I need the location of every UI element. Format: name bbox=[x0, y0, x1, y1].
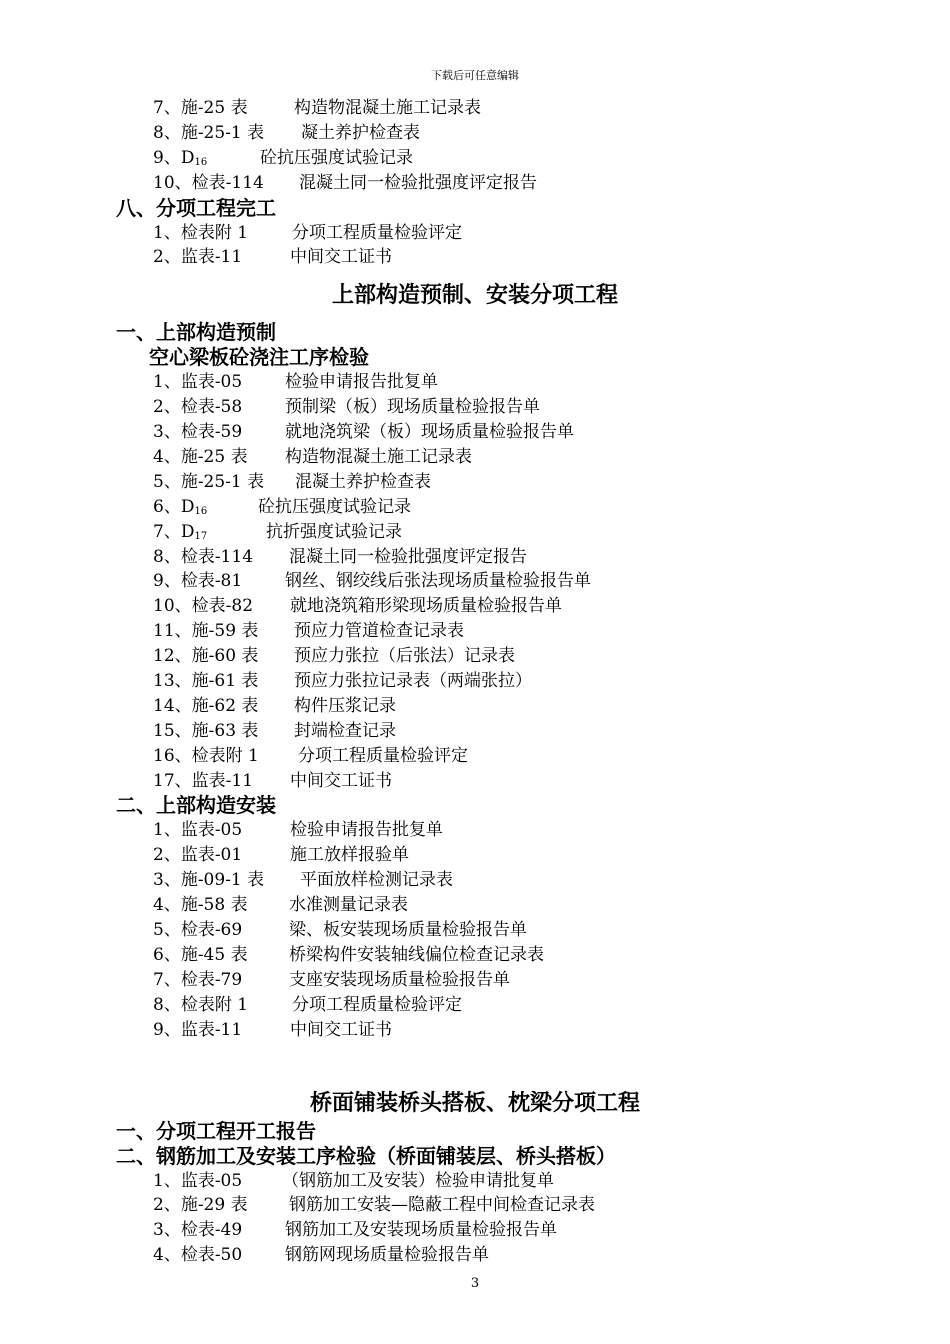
item-code: 1、检表附 1 bbox=[153, 222, 249, 243]
list-item bbox=[0, 221, 950, 246]
list-item bbox=[0, 644, 950, 669]
item-code: 13、施-61 表 bbox=[153, 671, 259, 692]
item-code: 1、监表-05 bbox=[153, 1170, 243, 1191]
list-item bbox=[0, 993, 950, 1018]
item-code: 14、施-62 表 bbox=[153, 695, 259, 716]
list-item bbox=[0, 818, 950, 843]
section-heading: 一、上部构造预制 bbox=[116, 320, 276, 345]
part-title: 桥面铺装桥头搭板、枕梁分项工程 bbox=[309, 1090, 640, 1116]
list-item bbox=[0, 121, 950, 146]
item-code: 4、施-58 表 bbox=[153, 895, 248, 916]
item-code: 2、监表-11 bbox=[153, 247, 243, 268]
item-code-prefix: 6、D bbox=[153, 496, 195, 517]
item-title: 分项工程质量检验评定 bbox=[298, 745, 468, 766]
list-item bbox=[0, 445, 950, 470]
item-code: 2、监表-01 bbox=[153, 845, 243, 866]
item-code bbox=[153, 495, 207, 520]
list-item bbox=[0, 495, 950, 520]
list-item bbox=[0, 370, 950, 395]
list-item bbox=[0, 843, 950, 868]
section-heading: 八、分项工程完工 bbox=[116, 195, 276, 220]
list-item bbox=[0, 968, 950, 993]
list-item bbox=[0, 395, 950, 420]
list-item bbox=[0, 96, 950, 121]
item-code: 10、检表-82 bbox=[153, 596, 254, 617]
item-code: 4、检表-50 bbox=[153, 1245, 243, 1266]
item-title: 平面放样检测记录表 bbox=[300, 870, 453, 891]
item-code: 16、检表附 1 bbox=[153, 745, 259, 766]
item-code bbox=[153, 146, 207, 171]
item-title: 就地浇筑箱形梁现场质量检验报告单 bbox=[290, 596, 562, 617]
page-number: 3 bbox=[470, 1276, 480, 1291]
item-title: 预应力管道检查记录表 bbox=[294, 621, 464, 642]
item-title: 中间交工证书 bbox=[290, 1019, 392, 1040]
item-title: 抗折强度试验记录 bbox=[266, 521, 402, 542]
item-title: 检验申请报告批复单 bbox=[285, 372, 438, 393]
list-item bbox=[0, 420, 950, 445]
subsection-heading: 空心梁板砼浇注工序检验 bbox=[149, 345, 369, 370]
item-code: 9、监表-11 bbox=[153, 1019, 243, 1040]
list-item bbox=[0, 1218, 950, 1243]
item-title: 构件压浆记录 bbox=[294, 695, 396, 716]
item-code: 1、监表-05 bbox=[153, 820, 243, 841]
list-item bbox=[0, 146, 950, 171]
list-item bbox=[0, 520, 950, 545]
item-title: 构造物混凝土施工记录表 bbox=[285, 447, 472, 468]
item-code: 7、施-25 表 bbox=[153, 98, 248, 118]
list-item bbox=[0, 1243, 950, 1268]
page-header: 下载后可任意编辑 bbox=[431, 69, 519, 82]
list-item bbox=[0, 1018, 950, 1043]
list-item bbox=[0, 669, 950, 694]
item-title: 砼抗压强度试验记录 bbox=[260, 147, 413, 168]
item-title: 砼抗压强度试验记录 bbox=[258, 496, 411, 517]
item-title: 分项工程质量检验评定 bbox=[292, 222, 462, 243]
item-title: 桥梁构件安装轴线偏位检查记录表 bbox=[289, 944, 544, 965]
item-code bbox=[153, 520, 207, 545]
item-code-subscript: 16 bbox=[194, 156, 208, 168]
item-code: 8、检表-114 bbox=[153, 546, 254, 567]
item-title: 预应力张拉（后张法）记录表 bbox=[294, 646, 515, 667]
list-item bbox=[0, 245, 950, 270]
item-title: 混凝土养护检查表 bbox=[295, 471, 431, 492]
item-title: 构造物混凝土施工记录表 bbox=[294, 98, 481, 118]
list-item bbox=[0, 868, 950, 893]
item-code-prefix: 9、D bbox=[153, 147, 195, 168]
list-item bbox=[0, 893, 950, 918]
list-item bbox=[0, 1193, 950, 1218]
item-title: 检验申请报告批复单 bbox=[290, 820, 443, 841]
item-code: 4、施-25 表 bbox=[153, 447, 248, 468]
list-item bbox=[0, 619, 950, 644]
item-code: 8、检表附 1 bbox=[153, 994, 249, 1015]
item-title: 封端检查记录 bbox=[294, 720, 396, 741]
list-item bbox=[0, 171, 950, 196]
item-title: 中间交工证书 bbox=[290, 770, 392, 791]
item-title: 钢筋加工及安装现场质量检验报告单 bbox=[285, 1220, 557, 1241]
item-title: 施工放样报验单 bbox=[290, 845, 409, 866]
list-item bbox=[0, 694, 950, 719]
item-code: 7、检表-79 bbox=[153, 969, 243, 990]
list-item bbox=[0, 918, 950, 943]
list-item bbox=[0, 594, 950, 619]
list-item bbox=[0, 744, 950, 769]
item-title: 混凝土同一检验批强度评定报告 bbox=[299, 172, 537, 193]
item-title: 水准测量记录表 bbox=[289, 895, 408, 916]
page-content bbox=[0, 96, 950, 1268]
list-item bbox=[0, 719, 950, 744]
item-title: 中间交工证书 bbox=[290, 247, 392, 268]
list-item bbox=[0, 470, 950, 495]
item-title: 分项工程质量检验评定 bbox=[292, 994, 462, 1015]
item-code: 12、施-60 表 bbox=[153, 646, 259, 667]
list-item bbox=[0, 569, 950, 594]
list-item bbox=[0, 545, 950, 570]
item-code-subscript: 17 bbox=[194, 530, 208, 542]
item-code-subscript: 16 bbox=[194, 505, 208, 517]
item-title: 钢筋加工安装—隐蔽工程中间检查记录表 bbox=[289, 1195, 595, 1216]
list-item bbox=[0, 943, 950, 968]
item-code: 10、检表-114 bbox=[153, 172, 264, 193]
item-title: 梁、板安装现场质量检验报告单 bbox=[289, 920, 527, 941]
item-title: 预应力张拉记录表（两端张拉） bbox=[294, 671, 532, 692]
item-code: 3、检表-49 bbox=[153, 1220, 243, 1241]
item-title: 钢丝、钢绞线后张法现场质量检验报告单 bbox=[285, 571, 591, 592]
item-code-prefix: 7、D bbox=[153, 521, 195, 542]
item-title: （钢筋加工及安装）检验申请批复单 bbox=[282, 1170, 554, 1191]
section-heading: 二、上部构造安装 bbox=[116, 793, 276, 818]
item-code: 2、检表-58 bbox=[153, 397, 243, 418]
item-code: 9、检表-81 bbox=[153, 571, 243, 592]
part-title: 上部构造预制、安装分项工程 bbox=[331, 283, 618, 309]
item-code: 5、检表-69 bbox=[153, 920, 243, 941]
item-code: 17、监表-11 bbox=[153, 770, 254, 791]
section-heading: 二、钢筋加工及安装工序检验（桥面铺装层、桥头搭板） bbox=[116, 1143, 616, 1168]
item-code: 8、施-25-1 表 bbox=[153, 122, 265, 143]
item-title: 凝土养护检查表 bbox=[301, 122, 420, 143]
item-code: 3、施-09-1 表 bbox=[153, 870, 265, 891]
list-item bbox=[0, 769, 950, 794]
item-code: 6、施-45 表 bbox=[153, 944, 248, 965]
item-code: 3、检表-59 bbox=[153, 422, 243, 443]
item-code: 11、施-59 表 bbox=[153, 621, 259, 642]
item-code: 1、监表-05 bbox=[153, 372, 243, 393]
item-title: 钢筋网现场质量检验报告单 bbox=[285, 1245, 489, 1266]
item-code: 5、施-25-1 表 bbox=[153, 471, 265, 492]
item-title: 混凝土同一检验批强度评定报告 bbox=[289, 546, 527, 567]
list-item bbox=[0, 1169, 950, 1194]
item-title: 就地浇筑梁（板）现场质量检验报告单 bbox=[285, 422, 574, 443]
item-title: 预制梁（板）现场质量检验报告单 bbox=[285, 397, 540, 418]
item-code: 15、施-63 表 bbox=[153, 720, 259, 741]
item-title: 支座安装现场质量检验报告单 bbox=[289, 969, 510, 990]
item-code: 2、施-29 表 bbox=[153, 1195, 248, 1216]
section-heading: 一、分项工程开工报告 bbox=[116, 1118, 316, 1143]
